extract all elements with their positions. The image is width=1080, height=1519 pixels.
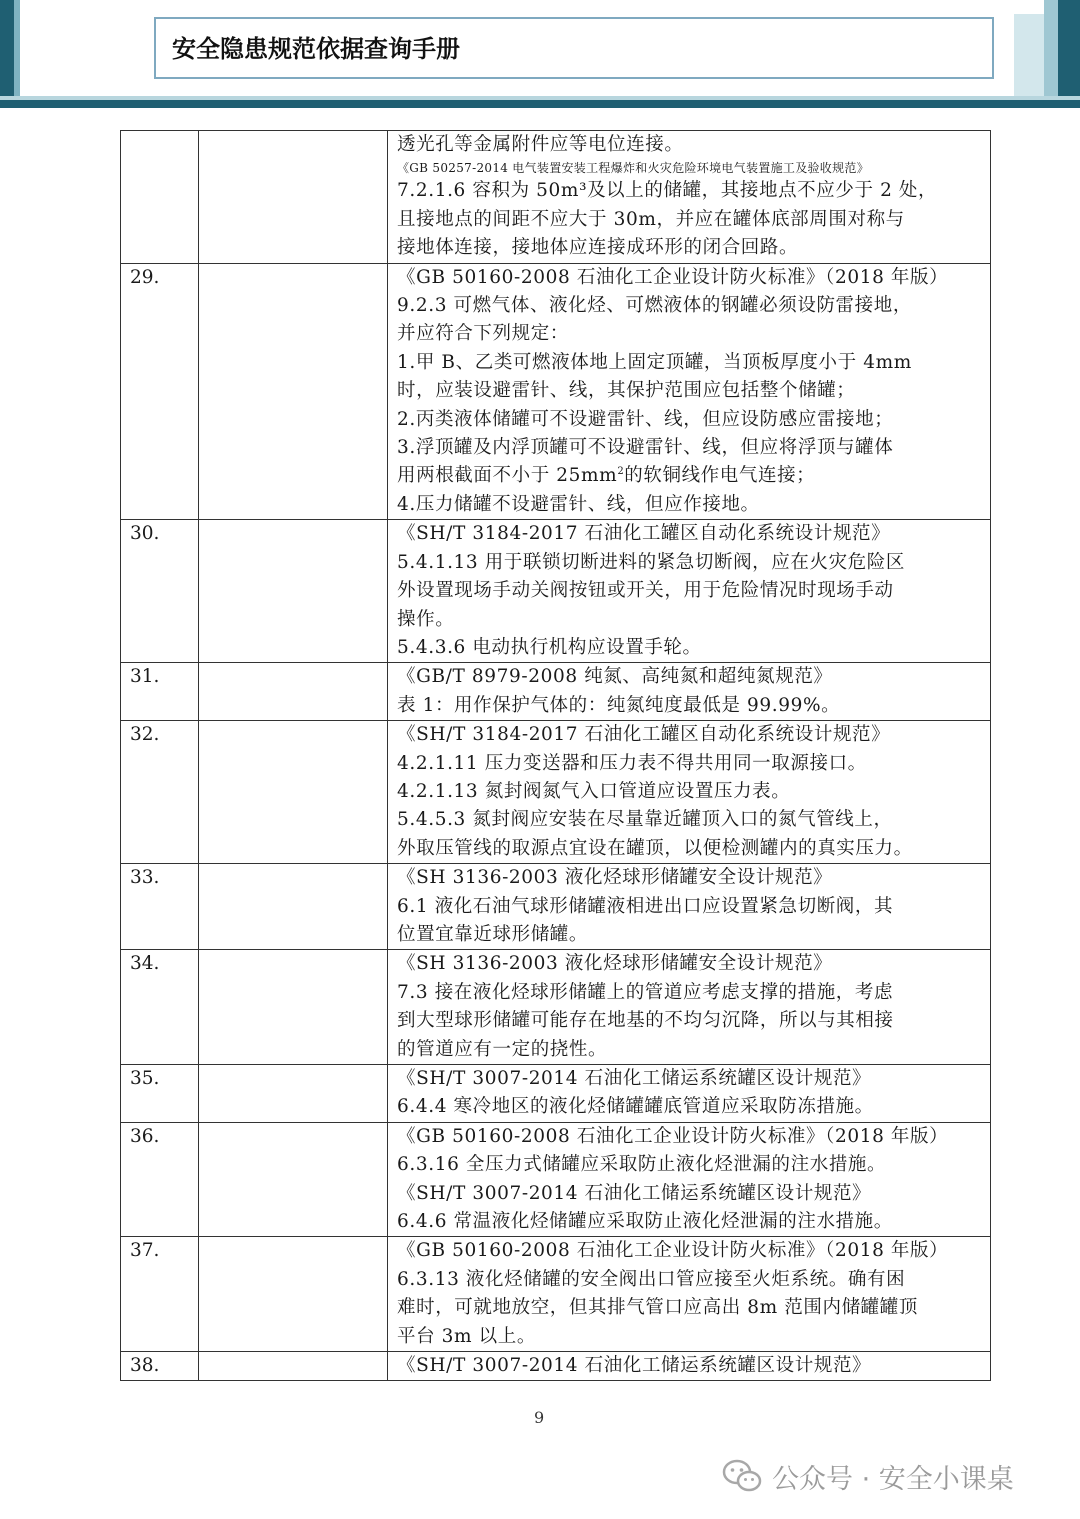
header-box bbox=[154, 17, 994, 79]
table-row bbox=[121, 663, 991, 721]
table-row bbox=[121, 950, 991, 1065]
regulation-line: 表 1：用作保护气体的：纯氮纯度最低是 99.99%。 bbox=[397, 694, 841, 716]
table-row bbox=[121, 1237, 991, 1352]
regulation-line: 《SH 3136-2003 液化烃球形储罐安全设计规范》 bbox=[397, 867, 833, 889]
regulation-line: 平台 3m 以上。 bbox=[397, 1325, 536, 1347]
regulation-line: 9.2.3 可燃气体、液化烃、可燃液体的钢罐必须设防雷接地， bbox=[397, 295, 912, 317]
regulation-basis-cell bbox=[388, 950, 991, 1065]
header-bar-right bbox=[1058, 0, 1080, 100]
regulation-line: 6.1 液化石油气球形储罐液相进出口应设置紧急切断阀，其 bbox=[397, 895, 894, 917]
watermark bbox=[722, 1456, 1014, 1496]
hazard-description-cell bbox=[199, 950, 388, 1065]
regulation-basis-cell bbox=[388, 131, 991, 264]
regulation-line: 《GB 50160-2008 石油化工企业设计防火标准》（2018 年版） bbox=[397, 266, 949, 288]
header-bar-left bbox=[0, 0, 14, 100]
regulation-text: 的软铜线作电气连接； bbox=[624, 465, 816, 487]
hazard-description-cell bbox=[199, 1237, 388, 1352]
regulation-basis-cell bbox=[388, 520, 991, 663]
hazard-description-cell bbox=[199, 1122, 388, 1237]
regulation-line: 5.4.5.3 氮封阀应安装在尽量靠近罐顶入口的氮气管线上， bbox=[397, 809, 893, 831]
hazard-description-cell bbox=[199, 1352, 388, 1381]
hazard-description-cell bbox=[199, 864, 388, 950]
regulation-basis-cell bbox=[388, 1352, 991, 1381]
regulation-line: 《SH/T 3007-2014 石油化工储运系统罐区设计规范》 bbox=[397, 1355, 872, 1377]
regulation-line: 难时，可就地放空，但其排气管口应高出 8m 范围内储罐罐顶 bbox=[397, 1297, 918, 1319]
regulation-basis-cell bbox=[388, 263, 991, 520]
table-row bbox=[121, 131, 991, 264]
regulation-line: 3.浮顶罐及内浮顶罐可不设避雷针、线，但应将浮顶与罐体 bbox=[397, 437, 894, 459]
item-number: 32. bbox=[121, 721, 199, 864]
regulation-basis-cell bbox=[388, 1065, 991, 1123]
regulation-line: 7.2.1.6 容积为 50m³及以上的储罐，其接地点不应少于 2 处， bbox=[397, 180, 938, 202]
regulation-line: 《SH/T 3184-2017 石油化工罐区自动化系统设计规范》 bbox=[397, 724, 891, 746]
regulation-basis-cell bbox=[388, 663, 991, 721]
regulation-basis-cell bbox=[388, 721, 991, 864]
regulation-line: 时，应装设避雷针、线，其保护范围应包括整个储罐； bbox=[397, 380, 856, 402]
regulation-line: 6.4.4 寒冷地区的液化烃储罐罐底管道应采取防冻措施。 bbox=[397, 1096, 874, 1118]
document-title: 安全隐患规范依据查询手册 bbox=[172, 35, 460, 63]
table-row bbox=[121, 864, 991, 950]
superscript: 2 bbox=[617, 466, 625, 478]
table-row bbox=[121, 263, 991, 520]
regulation-line: 《GB/T 8979-2008 纯氮、高纯氮和超纯氮规范》 bbox=[397, 666, 833, 688]
regulation-line: 操作。 bbox=[397, 608, 455, 630]
regulation-line: 6.3.13 液化烃储罐的安全阀出口管应接至火炬系统。确有困 bbox=[397, 1268, 906, 1290]
page-number: 9 bbox=[534, 1408, 545, 1427]
regulation-line: 的管道应有一定的挠性。 bbox=[397, 1038, 608, 1060]
regulation-line: 《GB 50160-2008 石油化工企业设计防火标准》（2018 年版） bbox=[397, 1240, 949, 1262]
item-number: 38. bbox=[121, 1352, 199, 1381]
watermark-text: 公众号 · 安全小课桌 bbox=[772, 1463, 1014, 1495]
regulation-line: 外设置现场手动关阀按钮或开关，用于危险情况时现场手动 bbox=[397, 580, 894, 602]
table-row bbox=[121, 1122, 991, 1237]
regulation-basis-cell bbox=[388, 864, 991, 950]
item-number: 34. bbox=[121, 950, 199, 1065]
item-number: 36. bbox=[121, 1122, 199, 1237]
hazard-description-cell bbox=[199, 263, 388, 520]
item-number: 37. bbox=[121, 1237, 199, 1352]
regulation-basis-cell bbox=[388, 1237, 991, 1352]
regulation-line: 6.3.16 全压力式储罐应采取防止液化烃泄漏的注水措施。 bbox=[397, 1154, 887, 1176]
regulation-line: 《SH/T 3184-2017 石油化工罐区自动化系统设计规范》 bbox=[397, 523, 891, 545]
item-number: 31. bbox=[121, 663, 199, 721]
header-bar-right-light bbox=[1014, 14, 1044, 100]
table-row bbox=[121, 520, 991, 663]
table-row bbox=[121, 1352, 991, 1381]
regulation-line: 5.4.1.13 用于联锁切断进料的紧急切断阀，应在火灾危险区 bbox=[397, 551, 905, 573]
regulation-line: 《GB 50257-2014 电气装置安装工程爆炸和火灾危险环境电气装置施工及验收规范》 bbox=[397, 161, 870, 176]
regulation-line: 6.4.6 常温液化烃储罐应采取防止液化烃泄漏的注水措施。 bbox=[397, 1211, 893, 1233]
regulation-line: 《GB 50160-2008 石油化工企业设计防火标准》（2018 年版） bbox=[397, 1125, 949, 1147]
regulation-line: 7.3 接在液化烃球形储罐上的管道应考虑支撑的措施，考虑 bbox=[397, 981, 894, 1003]
hazard-description-cell bbox=[199, 131, 388, 264]
regulation-line: 4.2.1.13 氮封阀氮气入口管道应设置压力表。 bbox=[397, 780, 791, 802]
regulation-line: 《SH 3136-2003 液化烃球形储罐安全设计规范》 bbox=[397, 953, 833, 975]
regulation-line: 位置宜靠近球形储罐。 bbox=[397, 923, 589, 945]
regulation-line: 并应符合下列规定： bbox=[397, 323, 569, 345]
hazard-description-cell bbox=[199, 663, 388, 721]
regulation-line bbox=[397, 462, 984, 490]
item-number: 35. bbox=[121, 1065, 199, 1123]
table-row bbox=[121, 721, 991, 864]
regulation-line: 1.甲 B、乙类可燃液体地上固定顶罐，当顶板厚度小于 4mm bbox=[397, 351, 912, 373]
regulation-line: 透光孔等金属附件应等电位连接。 bbox=[397, 134, 684, 155]
regulation-line: 外取压管线的取源点宜设在罐顶，以便检测罐内的真实压力。 bbox=[397, 837, 913, 859]
hazard-description-cell bbox=[199, 520, 388, 663]
regulation-line: 且接地点的间距不应大于 30m，并应在罐体底部周围对称与 bbox=[397, 208, 905, 230]
regulation-line: 《SH/T 3007-2014 石油化工储运系统罐区设计规范》 bbox=[397, 1068, 872, 1089]
regulation-line: 接地体连接，接地体应连接成环形的闭合回路。 bbox=[397, 237, 799, 259]
header-bar-left-accent bbox=[14, 0, 20, 100]
wechat-icon bbox=[722, 1459, 762, 1493]
item-number: 30. bbox=[121, 520, 199, 663]
header-base-line bbox=[0, 100, 1080, 108]
regulation-line: 到大型球形储罐可能存在地基的不均匀沉降，所以与其相接 bbox=[397, 1010, 894, 1032]
regulation-basis-cell bbox=[388, 1122, 991, 1237]
item-number: 29. bbox=[121, 263, 199, 520]
regulation-line: 2.丙类液体储罐可不设避雷针、线，但应设防感应雷接地； bbox=[397, 408, 894, 430]
item-number: 33. bbox=[121, 864, 199, 950]
item-number bbox=[121, 131, 199, 264]
table-row bbox=[121, 1065, 991, 1123]
regulation-line: 《SH/T 3007-2014 石油化工储运系统罐区设计规范》 bbox=[397, 1182, 872, 1204]
hazard-description-cell bbox=[199, 721, 388, 864]
hazard-description-cell bbox=[199, 1065, 388, 1123]
regulation-line: 4.压力储罐不设避雷针、线，但应作接地。 bbox=[397, 493, 760, 515]
regulation-text: 用两根截面不小于 25mm bbox=[397, 465, 618, 487]
regulation-line: 5.4.3.6 电动执行机构应设置手轮。 bbox=[397, 636, 702, 658]
header-bar-right-accent bbox=[1044, 0, 1058, 100]
regulation-line: 4.2.1.11 压力变送器和压力表不得共用同一取源接口。 bbox=[397, 752, 867, 774]
regulation-table bbox=[120, 130, 991, 1381]
